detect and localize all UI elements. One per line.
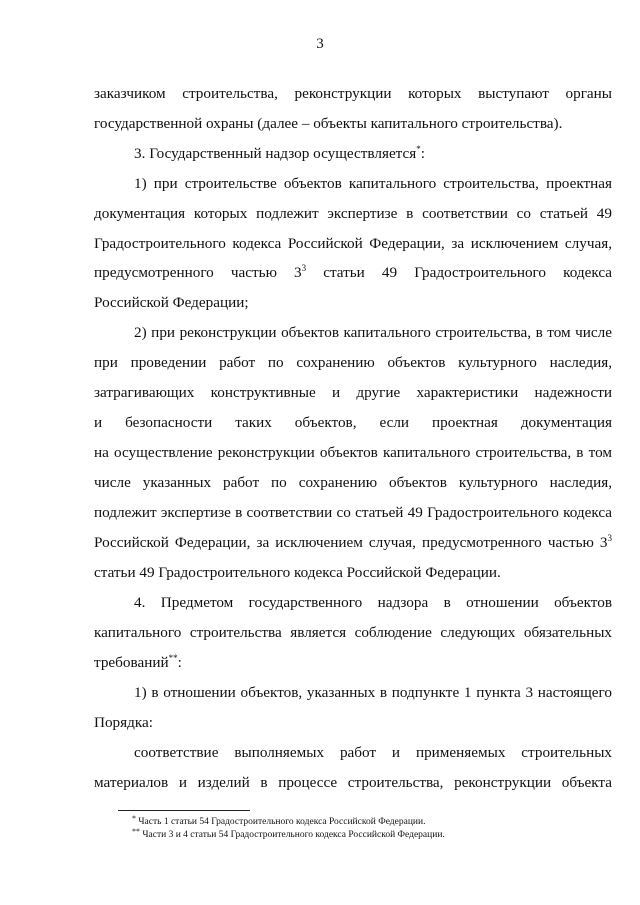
text-fragment: Российской Федерации, за исключением случая, предусмотренного частью 3 [94, 534, 608, 551]
section-heading-3 [134, 144, 612, 164]
text-line [94, 653, 612, 673]
superscript: 3 [607, 533, 612, 543]
text-line: на осуществление реконструкции объектов капитального строительства, в том [94, 444, 612, 461]
text-line: соответствие выполняемых работ и применяемых строительных [134, 744, 612, 761]
text-line: 2) при реконструкции объектов капитального строительства, в том числе [134, 324, 612, 341]
text-fragment: 3. Государственный надзор осуществляется [134, 145, 417, 162]
text-fragment: требований [94, 654, 169, 671]
text-line: Российской Федерации; [94, 294, 249, 311]
text-line: подлежит экспертизе в соответствии со статьей 49 Градостроительного кодекса [94, 504, 612, 521]
footnote-text: Части 3 и 4 статьи 54 Градостроительного кодекса Российской Федерации. [140, 830, 445, 840]
text-line: Градостроительного кодекса Российской Федерации, за исключением случая, [94, 235, 612, 252]
text-line: и безопасности таких объектов, если проектная документация [94, 414, 612, 431]
superscript: 3 [301, 263, 307, 273]
text-line: 4. Предметом государственного надзора в отношении объектов [134, 594, 612, 611]
text-line: 1) в отношении объектов, указанных в подпункте 1 пункта 3 настоящего [134, 684, 612, 701]
footnote-ref: * [416, 144, 421, 154]
text-line: при проведении работ по сохранению объектов культурного наследия, [94, 354, 612, 371]
text-line: статьи 49 Градостроительного кодекса Российской Федерации. [94, 564, 501, 581]
text-fragment: : [420, 145, 425, 162]
text-fragment: статьи 49 Градостроительного кодекса [306, 264, 612, 281]
text-line: числе указанных работ по сохранению объектов культурного наследия, [94, 474, 612, 491]
text-line: государственной охраны (далее – объекты капитального строительства). [94, 115, 563, 132]
footnote-mark: ** [132, 827, 140, 836]
text-line: 1) при строительстве объектов капитального строительства, проектная [134, 175, 612, 192]
text-line: заказчиком строительства, реконструкции которых выступают органы [94, 85, 612, 102]
text-line: Порядка: [94, 714, 153, 731]
text-line: затрагивающих конструктивные и другие характеристики надежности [94, 384, 612, 401]
footnote-mark: * [132, 814, 136, 823]
text-line: документация которых подлежит экспертизе в соответствии со статьей 49 [94, 205, 612, 222]
text-fragment: предусмотренного частью 3 [94, 264, 302, 281]
text-line: капитального строительства является соблюдение следующих обязательных [94, 624, 612, 641]
footnote-ref: ** [168, 653, 178, 663]
text-line [94, 533, 612, 553]
footnote-divider [118, 810, 250, 811]
footnote-1 [132, 816, 425, 828]
page-number: 3 [316, 36, 324, 52]
text-line [94, 263, 612, 283]
text-fragment: : [177, 654, 182, 671]
footnote-2 [132, 829, 445, 841]
footnote-text: Часть 1 статьи 54 Градостроительного кодекса Российской Федерации. [136, 817, 426, 827]
text-line: материалов и изделий в процессе строительства, реконструкции объекта [94, 774, 612, 791]
